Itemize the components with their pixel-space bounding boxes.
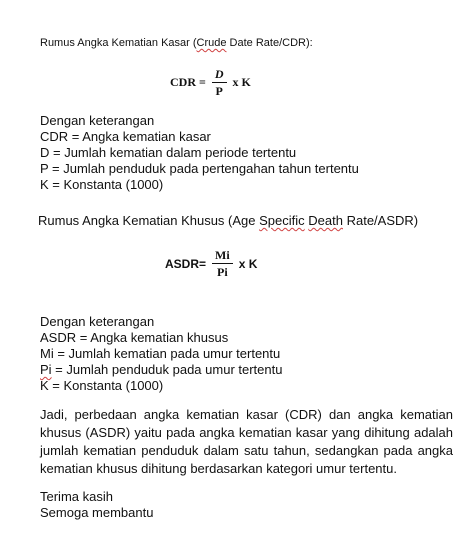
asdr-legend-pi-symbol: Pi: [40, 362, 52, 377]
asdr-legend-pi-rest: = Jumlah penduduk pada umur tertentu: [51, 362, 283, 377]
closing-thanks: Terima kasih: [40, 489, 113, 504]
asdr-legend-item: Mi = Jumlah kematian pada umur tertentu: [40, 346, 281, 361]
cdr-title-prefix: Rumus Angka Kematian Kasar (: [40, 37, 197, 49]
asdr-denominator: Pi: [217, 265, 228, 279]
cdr-legend-item: D = Jumlah kematian dalam periode tertentu: [40, 145, 297, 160]
cdr-title-suffix: Date Rate/CDR):: [226, 37, 313, 49]
asdr-numerator: Mi: [215, 248, 230, 262]
cdr-denominator: P: [215, 84, 223, 98]
cdr-legend-item: CDR = Angka kematian kasar: [40, 129, 211, 144]
asdr-formula-rhs: x K: [238, 256, 258, 271]
asdr-fraction: [212, 249, 233, 278]
cdr-fraction: [212, 68, 227, 97]
cdr-formula-lhs: CDR =: [170, 75, 206, 89]
asdr-legend-item: K = Konstanta (1000): [40, 378, 164, 393]
closing-wish: Semoga membantu: [40, 505, 154, 520]
asdr-title-suffix: Rate/ASDR): [342, 213, 419, 228]
asdr-formula-lhs: ASDR=: [165, 256, 207, 271]
asdr-legend-heading: Dengan keterangan: [40, 314, 155, 329]
asdr-legend-item: ASDR = Angka kematian khusus: [40, 330, 229, 345]
cdr-title-crude: Crude: [196, 37, 227, 49]
cdr-legend-heading: Dengan keterangan: [40, 113, 155, 128]
asdr-legend-item: [40, 363, 282, 376]
asdr-title-specific: Specific: [259, 213, 305, 228]
cdr-legend-item: P = Jumlah penduduk pada pertengahan tahun tertentu: [40, 161, 359, 176]
asdr-title: [38, 214, 418, 227]
cdr-formula: [170, 68, 251, 97]
cdr-title: [40, 38, 313, 49]
asdr-formula: [165, 249, 257, 278]
asdr-title-prefix: Rumus Angka Kematian Khusus (Age: [38, 213, 260, 228]
cdr-formula-rhs: x K: [232, 75, 251, 89]
conclusion-paragraph: Jadi, perbedaan angka kematian kasar (CDR) dan angka kematian khusus (ASDR) yaitu pada angka kematian kasar yang dihitung adalah jumlah kematian penduduk dalam satu tahun, sedangkan pada angka kematian khusus dihitung berdasarkan kategori umur tertentu.: [40, 407, 453, 476]
cdr-numerator: D: [214, 67, 224, 81]
asdr-title-death: Death: [308, 213, 343, 228]
cdr-legend-item: K = Konstanta (1000): [40, 177, 164, 192]
